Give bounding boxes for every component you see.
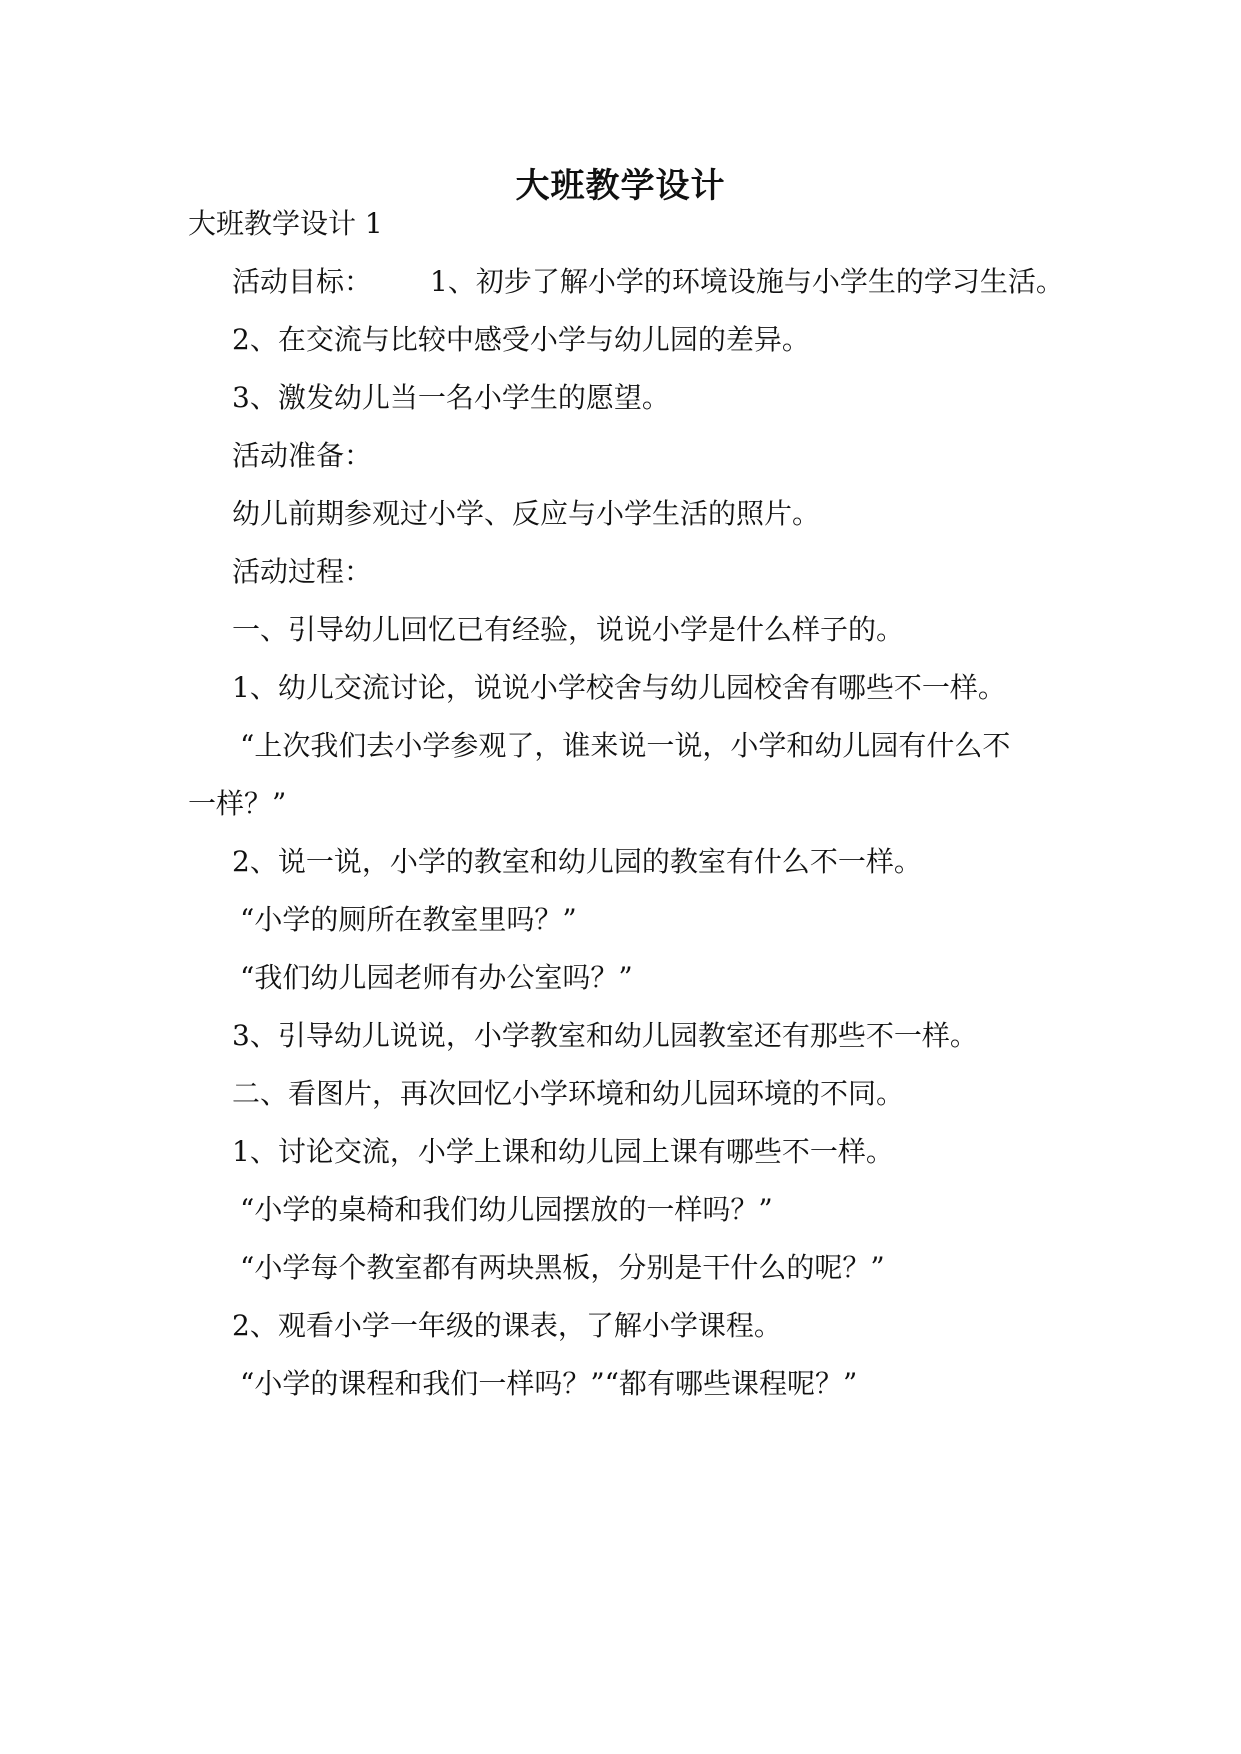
quote-1-line-2: 一样？” (188, 787, 287, 820)
goal-item-1: 1、初步了解小学的环境设施与小学生的学习生活。 (430, 265, 1064, 298)
section-heading: 大班教学设计 1 (188, 207, 383, 240)
quote-6: “小学的课程和我们一样吗？”“都有哪些课程呢？” (240, 1367, 858, 1400)
prep-label: 活动准备： (232, 439, 373, 472)
step-2: 二、看图片，再次回忆小学环境和幼儿园环境的不同。 (232, 1077, 905, 1110)
prep-text: 幼儿前期参观过小学、反应与小学生活的照片。 (232, 497, 821, 530)
quote-4: “小学的桌椅和我们幼儿园摆放的一样吗？” (240, 1193, 773, 1226)
step-1-3: 3、引导幼儿说说，小学教室和幼儿园教室还有那些不一样。 (232, 1019, 978, 1052)
step-1-1: 1、幼儿交流讨论，说说小学校舍与幼儿园校舍有哪些不一样。 (232, 671, 1006, 704)
goal-item-2: 2、在交流与比较中感受小学与幼儿园的差异。 (232, 323, 810, 356)
goal-label: 活动目标： (232, 265, 373, 298)
quote-2: “小学的厕所在教室里吗？” (240, 903, 577, 936)
goal-line (232, 262, 1064, 302)
quote-1-line-1: “上次我们去小学参观了，谁来说一说，小学和幼儿园有什么不 (240, 729, 1011, 762)
step-2-1: 1、讨论交流，小学上课和幼儿园上课有哪些不一样。 (232, 1135, 894, 1168)
quote-3: “我们幼儿园老师有办公室吗？” (240, 961, 633, 994)
process-label: 活动过程： (232, 555, 373, 588)
step-1-2: 2、说一说，小学的教室和幼儿园的教室有什么不一样。 (232, 845, 922, 878)
document-title: 大班教学设计 (515, 166, 726, 206)
step-1: 一、引导幼儿回忆已有经验，说说小学是什么样子的。 (232, 613, 905, 646)
goal-item-3: 3、激发幼儿当一名小学生的愿望。 (232, 381, 670, 414)
quote-5: “小学每个教室都有两块黑板，分别是干什么的呢？” (240, 1251, 885, 1284)
step-2-2: 2、观看小学一年级的课表，了解小学课程。 (232, 1309, 782, 1342)
